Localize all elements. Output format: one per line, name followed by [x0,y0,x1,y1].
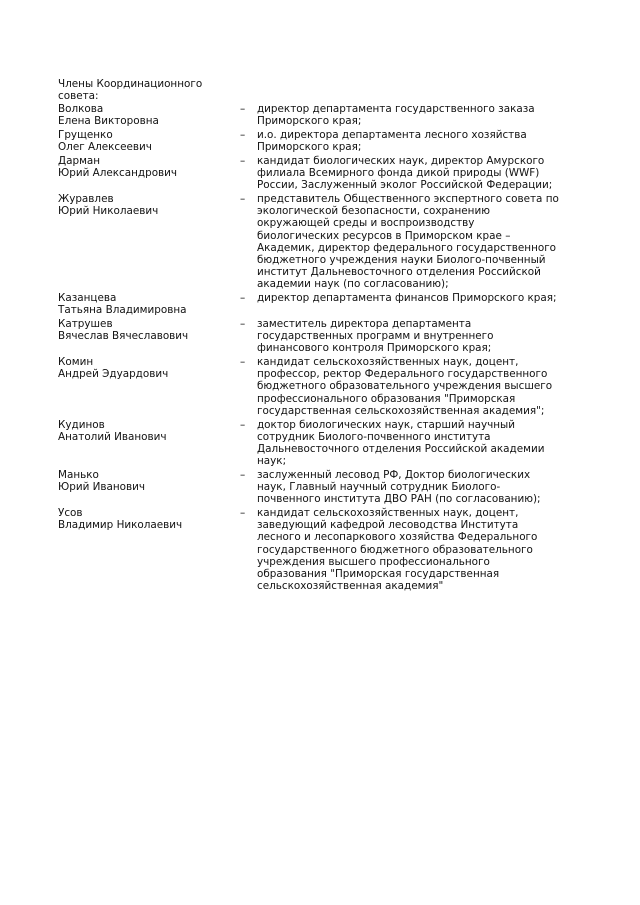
member-description: кандидат сельскохозяйственных наук, доцент, заведующий кафедрой лесоводства Института лесного и лесопаркового хозяйства Федерального государственного бюджетного образовательного учреждения высшего профессионального образования "Приморская государственная сельскохозяйственная академия" [257,507,538,593]
list-item [58,193,598,291]
member-name: Комин Андрей Эдуардович [58,356,169,381]
member-description: директор департамента государственного заказа Приморского края; [257,103,535,128]
list-item [58,507,598,592]
dash-separator: – [240,468,246,481]
member-description: кандидат биологических наук, директор Амурского филиала Всемирного фонда дикой природы (WWF) России, Заслуженный эколог Российской Федерации; [257,154,553,192]
member-description: доктор биологических наук, старший научный сотрудник Биолого-почвенного института Дальневосточного отделения Российской академии наук; [257,418,545,468]
member-name: Дарман Юрий Александрович [58,154,178,180]
dash-separator: – [240,103,246,115]
member-name: Журавлев Юрий Николаевич [58,192,159,218]
dash-separator: – [240,128,246,141]
member-name: Волкова Елена Викторовна [58,103,159,128]
member-description: заслуженный лесовод РФ, Доктор биологических наук, Главный научный сотрудник Биолого- почвенного института ДВО РАН (по согласованию); [257,468,541,506]
list-item [58,356,598,417]
member-description: и.о. директора департамента лесного хозяйства Приморского края; [257,128,527,154]
member-description: представитель Общественного экспертного совета по экологической безопасности, сохранению окружающей среды и воспроизводству биологических ресурсов в Приморском крае – Академик, директор федерального государственного бюджетного учреждения науки Биолого-почвенный институт Дальневосточного отделения Российской академии наук (по согласованию); [257,192,559,291]
dash-separator: – [240,507,246,519]
member-name: Усов Владимир Николаевич [58,507,183,532]
list-item [58,318,598,355]
list-item [58,419,598,468]
dash-separator: – [240,192,246,205]
member-description: заместитель директора департамента государственных программ и внутреннего финансового контроля Приморского края; [257,317,494,355]
member-name: Казанцева Татьяна Владимировна [58,292,187,317]
member-description: директор департамента финансов Приморского края; [257,292,557,305]
members-list [58,103,598,594]
list-item [58,155,598,192]
list-item [58,469,598,506]
member-name: Грущенко Олег Алексеевич [58,128,152,154]
list-item [58,129,598,153]
dash-separator: – [240,154,246,167]
member-name: Кудинов Анатолий Иванович [58,418,167,443]
list-item [58,103,598,127]
dash-separator: – [240,418,246,431]
member-name: Катрушев Вячеслав Вячеславович [58,317,189,343]
dash-separator: – [240,356,246,369]
member-description: кандидат сельскохозяйственных наук, доцент, профессор, ректор Федерального государственного бюджетного образовательного учреждения высшего профессионального образования "Приморская государственная сельскохозяйственная академия"; [257,356,553,417]
section-heading: Члены Координационного совета: [58,78,203,103]
dash-separator: – [240,317,246,330]
list-item [58,292,598,316]
dash-separator: – [240,292,246,305]
member-name: Манько Юрий Иванович [58,468,146,494]
